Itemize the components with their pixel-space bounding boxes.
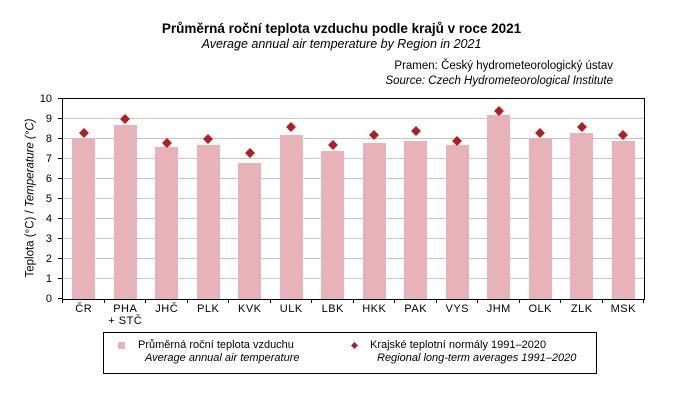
normal-marker [328,140,338,150]
x-tick-label-line: HKK [362,303,387,315]
y-tick-label: 6 [45,173,52,185]
x-tick-label [520,303,562,315]
normal-marker [245,148,255,158]
normal-marker [411,126,421,136]
x-tick-label-line: PLK [197,303,220,315]
y-tick-label: 0 [45,293,52,305]
gridline [63,198,644,199]
bar [363,143,386,299]
normal-marker [286,122,296,132]
gridline [63,158,644,159]
chart-title: Průměrná roční teplota vzduchu podle krajů v roce 2021 [161,21,522,36]
y-tick-label: 3 [45,233,52,245]
y-tick-label: 4 [45,213,52,225]
legend-label-cs: Krajské teplotní normály 1991–2020 [370,339,547,351]
x-tick-label-line: PAK [404,303,428,315]
normal-marker [79,128,89,138]
x-tick-label [312,303,354,315]
source-note [385,59,613,89]
legend-label-cs: Průměrná roční teplota vzduchu [138,339,294,351]
bar [612,141,635,299]
bar [197,145,220,299]
x-tick-label-line: PHA [113,303,138,315]
legend-entry-normals [352,339,576,365]
bar [487,115,510,299]
normal-marker [577,122,587,132]
source-line-cs: Pramen: Český hydrometeorologický ústav [394,60,613,72]
y-tick-label: 1 [45,273,52,285]
x-tick-label [437,303,479,315]
legend-entry-temperature [118,339,300,365]
x-tick-label-line: JHČ [155,303,179,315]
plot-area [62,98,645,300]
y-axis [0,93,62,305]
legend-bar-swatch-icon [118,342,125,349]
y-tick-label: 5 [45,193,52,205]
chart-subtitle: Average annual air temperature by Region in 2021 [201,37,482,51]
y-tick-label: 8 [45,133,52,145]
x-tick-label-line: OLK [528,303,552,315]
x-tick-label-line: JHM [486,303,511,315]
legend-label-en: Average annual air temperature [145,352,300,364]
x-tick-label-line: LBK [321,303,344,315]
legend-entry-text [138,339,300,365]
y-tick-label: 10 [39,93,52,105]
x-tick-label-line: KVK [237,303,262,315]
bar [280,135,303,299]
y-axis-title-cs: Teplota (°C) / [24,207,37,278]
gridline [63,218,644,219]
bar [404,141,427,299]
x-tick-label-line: MSK [610,303,636,315]
gridline [63,258,644,259]
gridline [63,118,644,119]
x-tick-label [561,303,603,315]
normal-marker [120,114,130,124]
legend-label-en: Regional long-term averages 1991–2020 [377,352,577,364]
bar [238,163,261,299]
x-tick-label-line: ZLK [570,303,593,315]
bar [72,139,95,299]
bar [570,133,593,299]
x-tick-label [188,303,230,315]
bar [114,125,137,299]
x-tick-label-line: VYS [445,303,469,315]
y-tick-label: 2 [45,253,52,265]
x-tick-label [63,303,105,315]
legend-entry-text [370,339,576,365]
bar [155,147,178,299]
y-axis-title-en: Temperature (°C) [24,118,37,208]
normal-marker [535,128,545,138]
x-tick-label [105,303,147,327]
x-tick-label-line: ČR [75,303,93,315]
gridline [63,138,644,139]
x-tick-label [395,303,437,315]
x-tick-label [603,303,645,315]
x-tick-label [229,303,271,315]
y-tick-label: 7 [45,153,52,165]
legend-diamond-icon [351,342,358,349]
bar [446,145,469,299]
y-tick-label: 9 [45,113,52,125]
gridline [63,178,644,179]
gridline [63,238,644,239]
normal-marker [203,134,213,144]
source-line-en: Source: Czech Hydrometeorological Institute [385,75,613,87]
x-tick-label-line: ULK [279,303,303,315]
x-tick-label [146,303,188,315]
legend-box [103,332,597,374]
x-tick-label [354,303,396,315]
x-tick-label-line: + STČ [108,315,143,327]
bar [529,139,552,299]
gridline [63,278,644,279]
x-tick-label [478,303,520,315]
bar [321,151,344,299]
x-tick-label [271,303,313,315]
